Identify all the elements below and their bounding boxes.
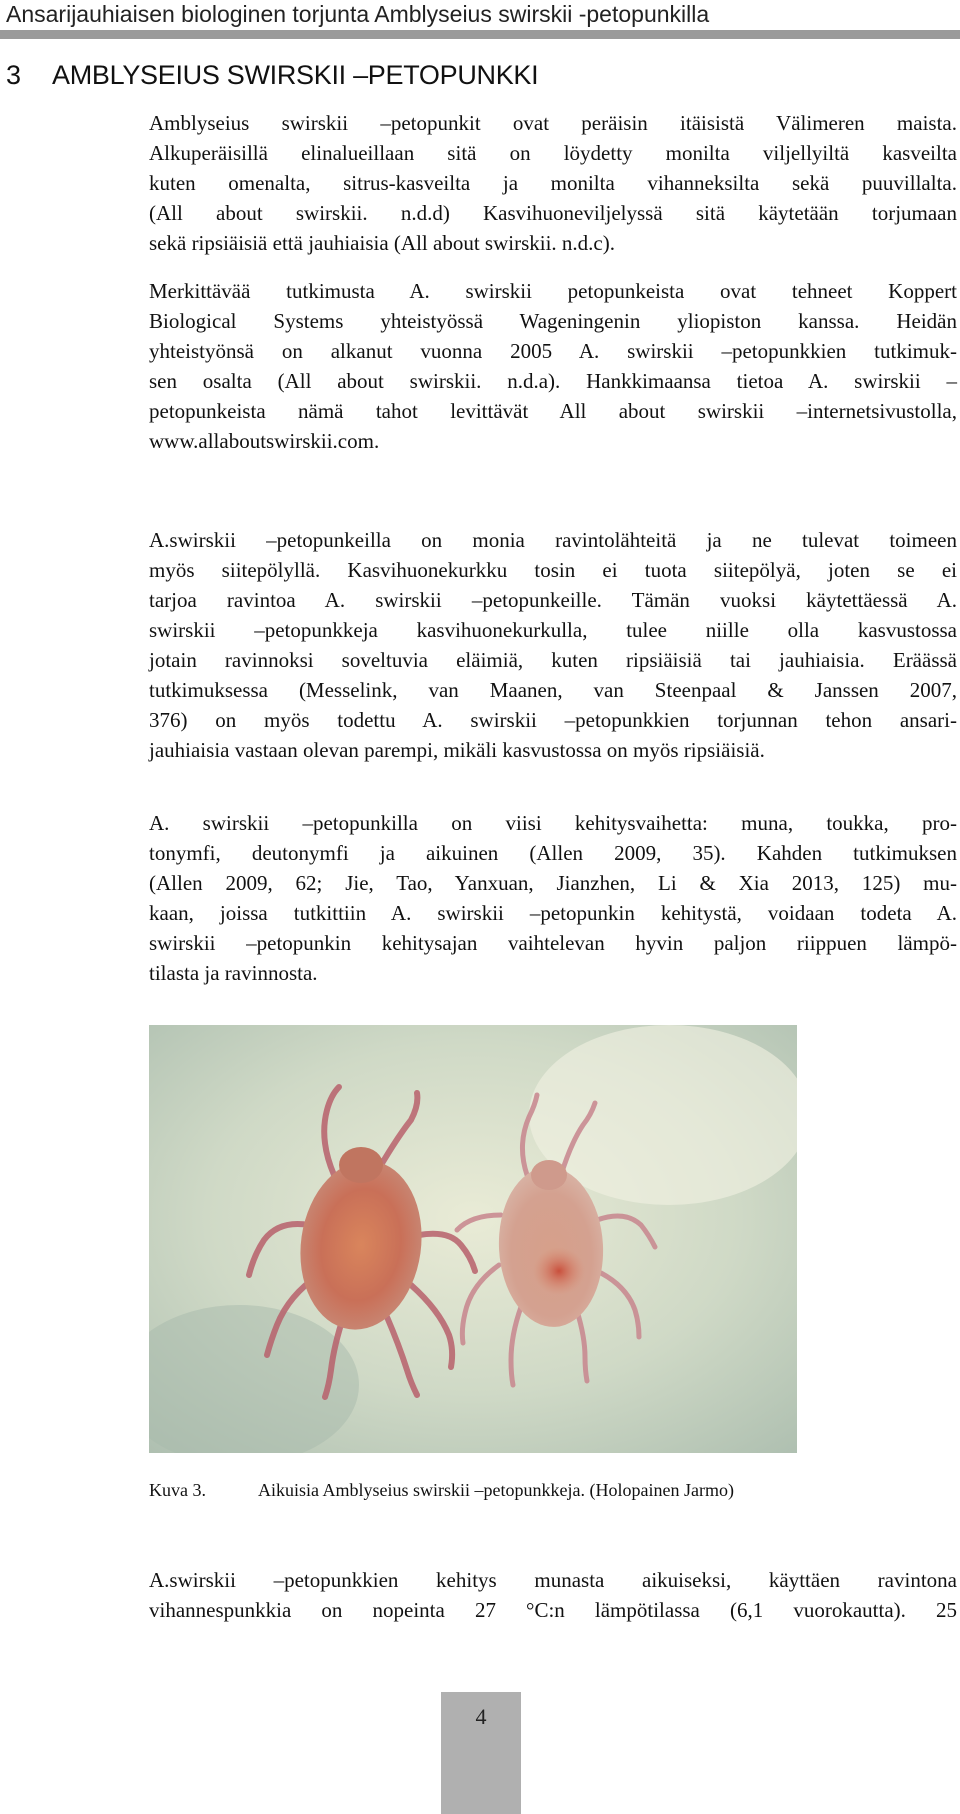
text-line: Merkittävää tutkimusta A. swirskii petopunkeista ovat tehneet Koppert bbox=[149, 279, 957, 303]
text-line: swirskii –petopunkin kehitysajan vaihtelevan hyvin paljon riippuen lämpö- bbox=[149, 931, 957, 955]
text-line: www.allaboutswirskii.com. bbox=[149, 429, 380, 453]
text-line: sekä ripsiäisiä että jauhiaisia (All about swirskii. n.d.c). bbox=[149, 231, 615, 255]
text-line: kaan, joissa tutkittiin A. swirskii –petopunkin kehitystä, voidaan todeta A. bbox=[149, 901, 957, 925]
text-line: jauhiaisia vastaan olevan parempi, mikäli kasvustossa on myös ripsiäisiä. bbox=[149, 738, 765, 762]
figure-label: Kuva 3. bbox=[149, 1480, 206, 1500]
text-line: sen osalta (All about swirskii. n.d.a). Hankkimaansa tietoa A. swirskii – bbox=[149, 369, 957, 393]
text-line: swirskii –petopunkkeja kasvihuonekurkulla, tulee niille olla kasvustossa bbox=[149, 618, 957, 642]
text-line: 376) on myös todettu A. swirskii –petopunkkien torjunnan tehon ansari- bbox=[149, 708, 957, 732]
paragraph-development bbox=[149, 1565, 957, 1625]
text-line: jotain ravinnoksi soveltuvia eläimiä, kuten ripsiäisiä tai jauhiaisia. Eräässä bbox=[149, 648, 957, 672]
page-number-box bbox=[441, 1692, 521, 1814]
text-line: petopunkeista nämä tahot levittävät All about swirskii –internetsivustolla, bbox=[149, 399, 957, 423]
text-line: A.swirskii –petopunkeilla on monia ravintolähteitä ja ne tulevat toimeen bbox=[149, 528, 957, 552]
text-line: (Allen 2009, 62; Jie, Tao, Yanxuan, Jianzhen, Li & Xia 2013, 125) mu- bbox=[149, 871, 957, 895]
text-line: A. swirskii –petopunkilla on viisi kehitysvaihetta: muna, toukka, pro- bbox=[149, 811, 957, 835]
chapter-heading bbox=[6, 60, 538, 91]
paragraph-life-stages bbox=[149, 808, 957, 988]
paragraph-research bbox=[149, 276, 957, 456]
text-line: Alkuperäisillä elinalueillaan sitä on löydetty monilta viljellyiltä kasveilta bbox=[149, 141, 957, 165]
text-line: (All about swirskii. n.d.d) Kasvihuoneviljelyssä sitä käytetään torjumaan bbox=[149, 201, 957, 225]
text-line: vihannespunkkia on nopeinta 27 °C:n lämpötilassa (6,1 vuorokautta). 25 bbox=[149, 1598, 957, 1622]
text-line: tarjoa ravintoa A. swirskii –petopunkeille. Tämän vuoksi käytettäessä A. bbox=[149, 588, 957, 612]
paragraph-origin bbox=[149, 108, 957, 258]
text-line: tonymfi, deutonymfi ja aikuinen (Allen 2009, 35). Kahden tutkimuksen bbox=[149, 841, 957, 865]
running-title: Ansarijauhiaisen biologinen torjunta Amblyseius swirskii -petopunkilla bbox=[6, 1, 710, 27]
text-line: tutkimuksessa (Messelink, van Maanen, van Steenpaal & Janssen 2007, bbox=[149, 678, 957, 702]
text-line: Biological Systems yhteistyössä Wageningenin yliopiston kanssa. Heidän bbox=[149, 309, 957, 333]
header-rule bbox=[0, 30, 960, 39]
page-number: 4 bbox=[475, 1704, 487, 1729]
mite-photo bbox=[149, 1025, 797, 1453]
chapter-number: 3 bbox=[6, 60, 21, 90]
chapter-title: AMBLYSEIUS SWIRSKII –PETOPUNKKI bbox=[52, 60, 539, 90]
text-line: A.swirskii –petopunkkien kehitys munasta aikuiseksi, käyttäen ravintona bbox=[149, 1568, 957, 1592]
text-line: Amblyseius swirskii –petopunkit ovat peräisin itäisistä Välimeren maista. bbox=[149, 111, 957, 135]
text-line: tilasta ja ravinnosta. bbox=[149, 961, 318, 985]
paragraph-food-sources bbox=[149, 525, 957, 765]
running-header bbox=[0, 0, 960, 38]
text-line: yhteistyönsä on alkanut vuonna 2005 A. swirskii –petopunkkien tutkimuk- bbox=[149, 339, 957, 363]
text-line: myös siitepölyllä. Kasvihuonekurkku tosin ei tuota siitepölyä, joten se ei bbox=[149, 558, 957, 582]
text-line: kuten omenalta, sitrus-kasveilta ja monilta vihanneksilta sekä puuvillalta. bbox=[149, 171, 957, 195]
caption-text: Aikuisia Amblyseius swirskii –petopunkkeja. (Holopainen Jarmo) bbox=[258, 1480, 734, 1500]
figure-caption bbox=[149, 1480, 734, 1501]
